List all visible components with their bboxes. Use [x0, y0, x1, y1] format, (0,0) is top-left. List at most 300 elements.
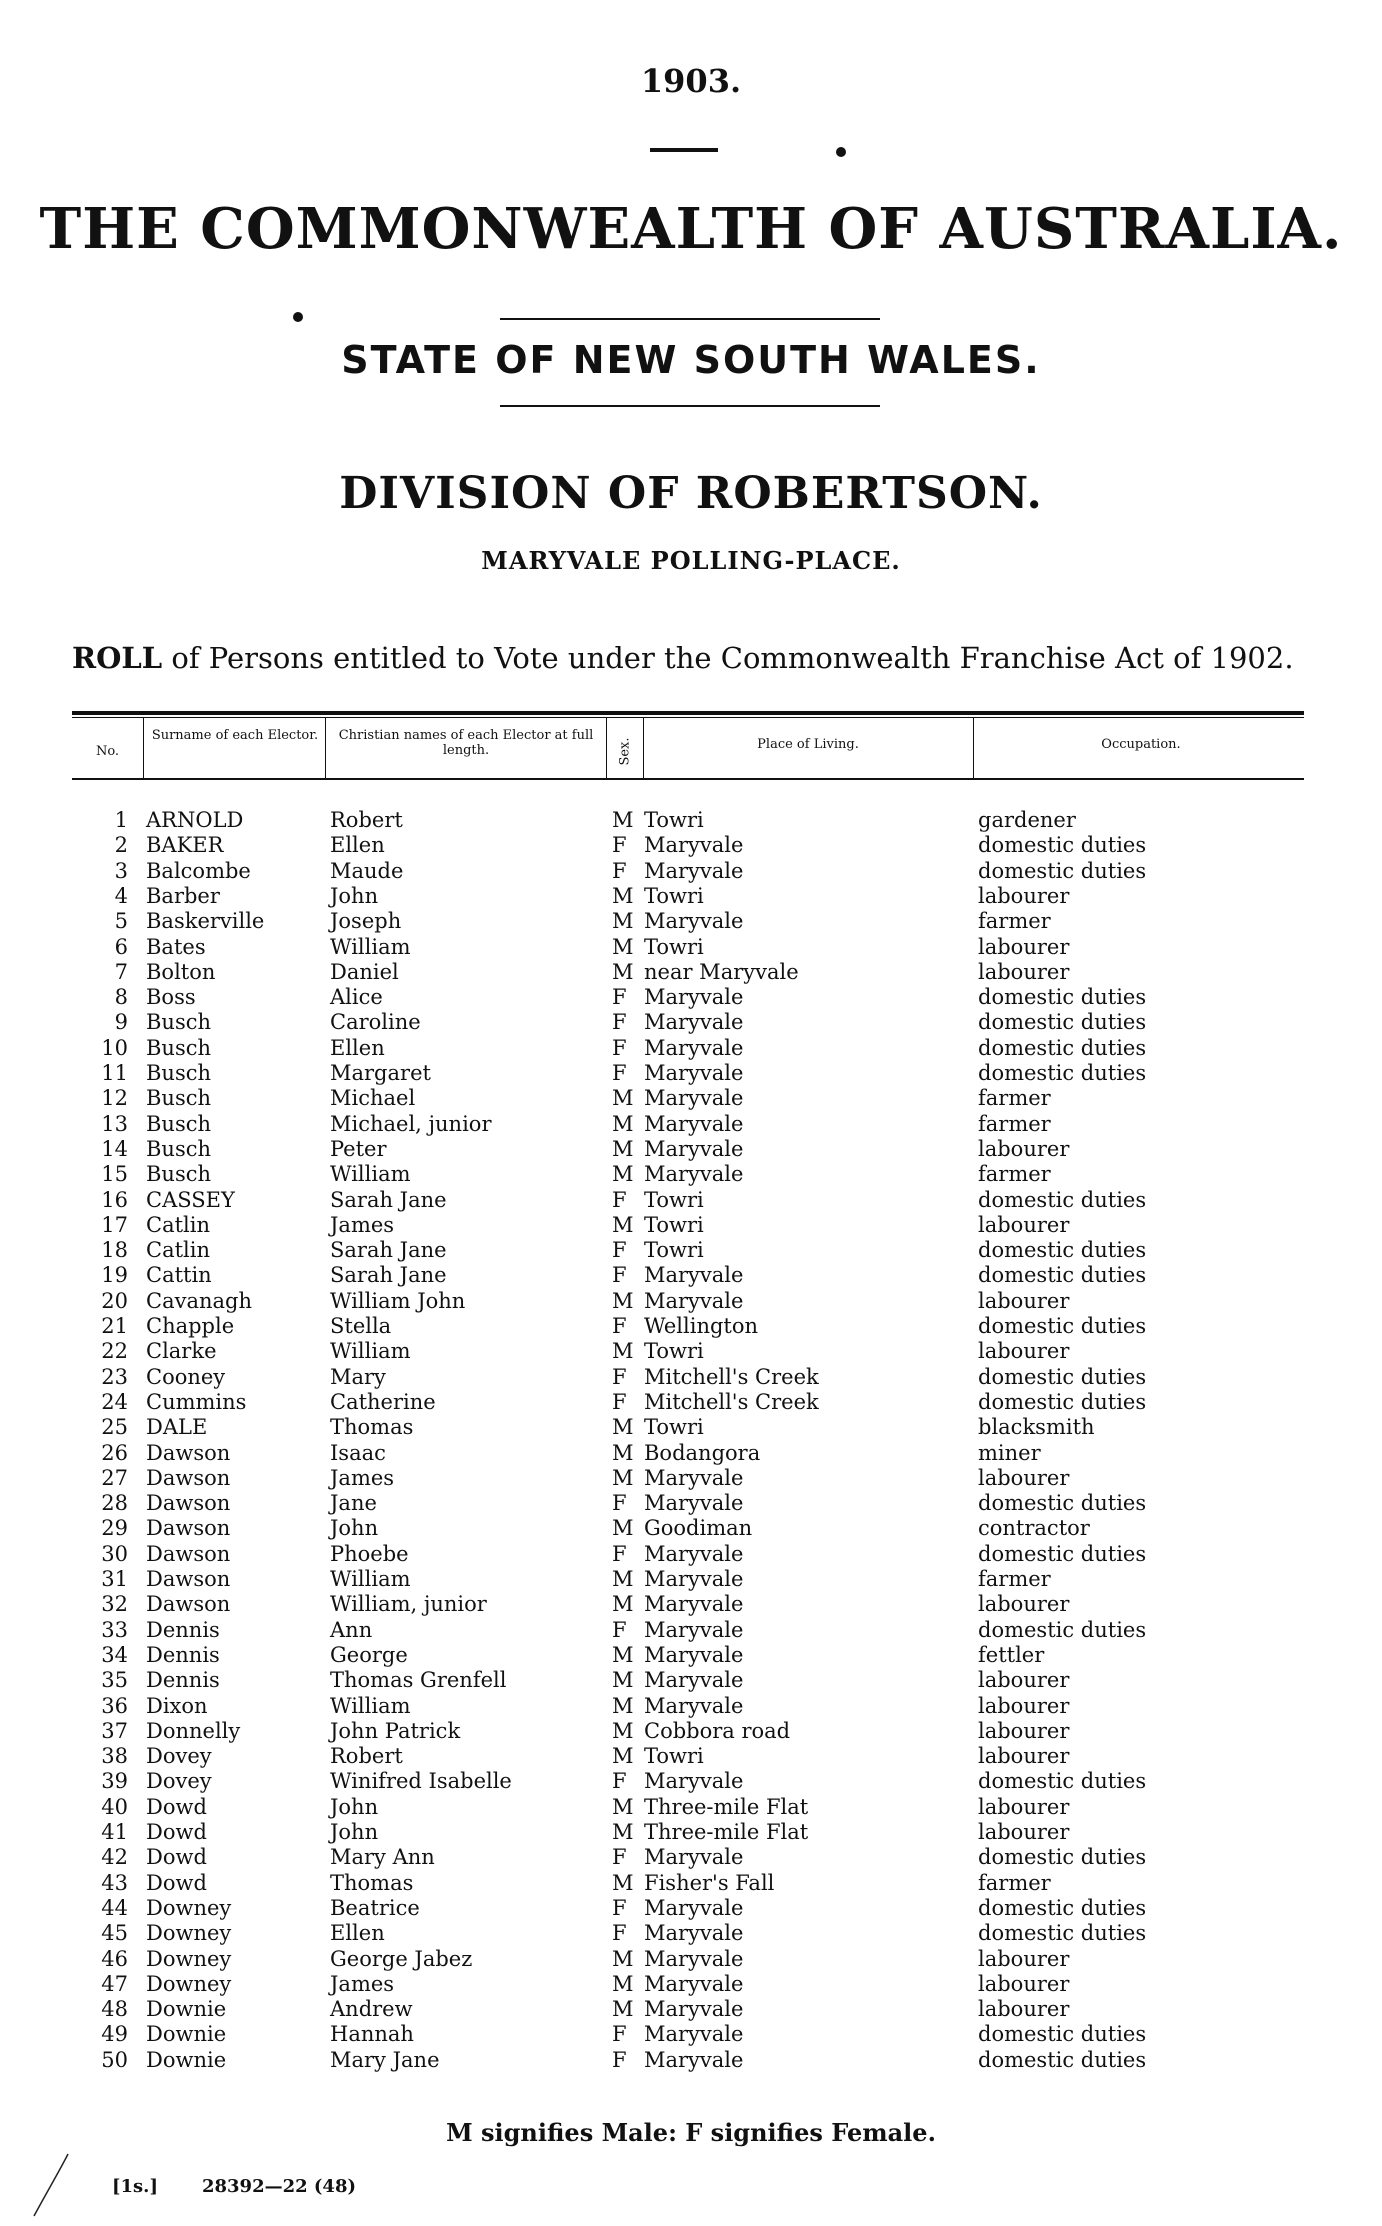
place-of-living-cell: Mitchell's Creek: [644, 1389, 819, 1414]
christian-names-cell: Thomas: [330, 1415, 414, 1440]
table-row: [0, 1036, 1382, 1061]
occupation-cell: domestic duties: [978, 2047, 1147, 2072]
surname-cell: Dennis: [146, 1617, 220, 1642]
row-number: 45: [101, 1921, 128, 1946]
christian-names-cell: Mary: [330, 1364, 386, 1389]
table-row: [0, 1921, 1382, 1946]
table-row: [0, 1795, 1382, 1820]
surname-cell: Donnelly: [146, 1718, 241, 1743]
occupation-cell: labourer: [978, 1465, 1070, 1490]
column-divider: [143, 717, 144, 780]
occupation-cell: domestic duties: [978, 1314, 1147, 1338]
row-number: 43: [101, 1870, 128, 1895]
occupation-cell: miner: [978, 1440, 1041, 1465]
row-number: 48: [101, 1997, 128, 2022]
surname-cell: Downie: [146, 2022, 227, 2047]
column-divider: [643, 717, 644, 780]
row-number: 20: [101, 1288, 128, 1313]
christian-names-cell: Sarah Jane: [330, 1238, 447, 1263]
surname-cell: Bolton: [146, 959, 216, 984]
surname-cell: Downie: [146, 1997, 227, 2022]
column-header-no: No.: [95, 744, 120, 759]
sex-cell: F: [612, 1541, 627, 1566]
table-row: [0, 859, 1382, 884]
sex-cell: F: [612, 1845, 627, 1870]
row-number: 32: [101, 1592, 128, 1617]
table-row: [0, 2048, 1382, 2073]
surname-cell: Catlin: [146, 1212, 210, 1237]
table-row: [0, 884, 1382, 909]
occupation-cell: domestic duties: [978, 2022, 1147, 2047]
christian-names-cell: Ellen: [330, 1921, 385, 1946]
surname-cell: Barber: [146, 883, 220, 908]
surname-cell: ARNOLD: [146, 808, 244, 832]
occupation-cell: labourer: [978, 1592, 1070, 1617]
row-number: 19: [101, 1263, 128, 1288]
place-of-living-cell: Towri: [644, 1212, 704, 1237]
christian-names-cell: Winifred Isabelle: [330, 1769, 512, 1794]
occupation-cell: labourer: [978, 1997, 1070, 2022]
christian-names-cell: Jane: [330, 1491, 377, 1516]
christian-names-cell: Sarah Jane: [330, 1263, 447, 1288]
divider-rule: [500, 318, 880, 320]
table-row: [0, 960, 1382, 985]
occupation-cell: labourer: [978, 1212, 1070, 1237]
sex-cell: F: [612, 1921, 627, 1946]
place-of-living-cell: Towri: [644, 1339, 704, 1364]
sex-cell: M: [612, 959, 634, 984]
sex-cell: F: [612, 985, 627, 1010]
christian-names-cell: Ellen: [330, 1035, 385, 1060]
column-header-christian: Christian names of each Elector at full length.: [338, 728, 594, 758]
table-row: [0, 1188, 1382, 1213]
occupation-cell: labourer: [978, 934, 1070, 959]
row-number: 25: [101, 1415, 128, 1440]
sex-cell: F: [612, 833, 627, 858]
surname-cell: Dowd: [146, 1794, 207, 1819]
row-number: 26: [101, 1440, 128, 1465]
roll-title-prefix: ROLL: [72, 641, 163, 675]
sex-cell: M: [612, 808, 634, 832]
occupation-cell: domestic duties: [978, 1035, 1147, 1060]
occupation-cell: contractor: [978, 1516, 1090, 1541]
place-of-living-cell: Maryvale: [644, 1010, 744, 1035]
sex-cell: M: [612, 1288, 634, 1313]
occupation-cell: farmer: [978, 1870, 1051, 1895]
occupation-cell: labourer: [978, 1820, 1070, 1844]
sex-cell: F: [612, 1314, 627, 1338]
table-row: [0, 1694, 1382, 1719]
place-of-living-cell: Goodiman: [644, 1516, 753, 1541]
occupation-cell: domestic duties: [978, 1895, 1147, 1920]
christian-names-cell: George Jabez: [330, 1946, 473, 1971]
sex-cell: F: [612, 1187, 627, 1212]
place-of-living-cell: Maryvale: [644, 1642, 744, 1667]
surname-cell: Chapple: [146, 1314, 235, 1338]
surname-cell: Dennis: [146, 1642, 220, 1667]
table-row: [0, 1441, 1382, 1466]
row-number: 34: [101, 1642, 128, 1667]
surname-cell: Busch: [146, 1035, 212, 1060]
table-row: [0, 1719, 1382, 1744]
row-number: 2: [114, 833, 128, 858]
row-number: 16: [101, 1187, 128, 1212]
surname-cell: Dowd: [146, 1820, 207, 1844]
sex-cell: M: [612, 1668, 634, 1693]
price-mark: [1s.]: [112, 2176, 158, 2197]
sex-cell: M: [612, 1567, 634, 1591]
table-row: [0, 1820, 1382, 1845]
christian-names-cell: Mary Ann: [330, 1845, 435, 1870]
table-header-bottom-rule: [72, 778, 1304, 780]
christian-names-cell: James: [330, 1971, 395, 1996]
sex-cell: M: [612, 1971, 634, 1996]
christian-names-cell: Caroline: [330, 1010, 421, 1035]
occupation-cell: farmer: [978, 909, 1051, 934]
christian-names-cell: John Patrick: [330, 1718, 461, 1743]
occupation-cell: domestic duties: [978, 1617, 1147, 1642]
column-divider: [325, 717, 326, 780]
row-number: 27: [101, 1465, 128, 1490]
place-of-living-cell: Maryvale: [644, 1592, 744, 1617]
place-of-living-cell: Maryvale: [644, 858, 744, 883]
place-of-living-cell: Maryvale: [644, 2047, 744, 2072]
place-of-living-cell: Maryvale: [644, 1946, 744, 1971]
christian-names-cell: James: [330, 1465, 395, 1490]
surname-cell: Boss: [146, 985, 196, 1010]
row-number: 22: [101, 1339, 128, 1364]
surname-cell: Dennis: [146, 1668, 220, 1693]
surname-cell: Dawson: [146, 1465, 231, 1490]
sex-cell: M: [612, 1212, 634, 1237]
pen-stroke-mark: [20, 2150, 80, 2220]
surname-cell: Dowd: [146, 1870, 207, 1895]
place-of-living-cell: Maryvale: [644, 1035, 744, 1060]
sex-cell: M: [612, 1946, 634, 1971]
place-of-living-cell: Maryvale: [644, 1617, 744, 1642]
sex-cell: F: [612, 1389, 627, 1414]
sex-cell: M: [612, 1415, 634, 1440]
occupation-cell: domestic duties: [978, 1845, 1147, 1870]
place-of-living-cell: Towri: [644, 934, 704, 959]
table-row: [0, 1592, 1382, 1617]
place-of-living-cell: Three-mile Flat: [644, 1794, 809, 1819]
occupation-cell: domestic duties: [978, 1263, 1147, 1288]
occupation-cell: gardener: [978, 808, 1076, 832]
surname-cell: Dovey: [146, 1769, 212, 1794]
occupation-cell: labourer: [978, 1794, 1070, 1819]
surname-cell: DALE: [146, 1415, 208, 1440]
surname-cell: Downey: [146, 1895, 232, 1920]
sex-cell: M: [612, 909, 634, 934]
place-of-living-cell: Maryvale: [644, 1086, 744, 1111]
table-row: [0, 1896, 1382, 1921]
surname-cell: Busch: [146, 1010, 212, 1035]
row-number: 5: [114, 909, 128, 934]
year-heading: 1903.: [640, 62, 742, 100]
place-of-living-cell: Maryvale: [644, 1971, 744, 1996]
table-row: [0, 1390, 1382, 1415]
row-number: 31: [101, 1567, 128, 1591]
row-number: 50: [101, 2047, 128, 2072]
sex-cell: F: [612, 1895, 627, 1920]
christian-names-cell: Michael: [330, 1086, 416, 1111]
christian-names-cell: John: [330, 1820, 379, 1844]
column-header-surname: Surname of each Elector.: [151, 728, 319, 743]
sex-cell: M: [612, 1086, 634, 1111]
row-number: 13: [101, 1111, 128, 1136]
sex-cell: M: [612, 1162, 634, 1187]
table-row: [0, 1238, 1382, 1263]
sex-cell: M: [612, 1794, 634, 1819]
place-of-living-cell: Maryvale: [644, 1263, 744, 1288]
place-of-living-cell: Maryvale: [644, 1668, 744, 1693]
table-row: [0, 909, 1382, 934]
row-number: 47: [101, 1971, 128, 1996]
surname-cell: Bates: [146, 934, 206, 959]
table-row: [0, 1997, 1382, 2022]
place-of-living-cell: Maryvale: [644, 909, 744, 934]
place-of-living-cell: Towri: [644, 1744, 704, 1769]
christian-names-cell: William: [330, 1693, 411, 1718]
sex-cell: M: [612, 1718, 634, 1743]
column-header-sex-label: Sex.: [617, 736, 633, 766]
sex-legend: M signifies Male: F signifies Female.: [446, 2118, 936, 2147]
table-row: [0, 1213, 1382, 1238]
sex-cell: F: [612, 1491, 627, 1516]
surname-cell: Clarke: [146, 1339, 217, 1364]
sex-cell: M: [612, 1820, 634, 1844]
sex-cell: M: [612, 1339, 634, 1364]
surname-cell: Busch: [146, 1061, 212, 1085]
print-reference: 28392—22 (48): [201, 2176, 356, 2197]
place-of-living-cell: Maryvale: [644, 1567, 744, 1591]
surname-cell: Cooney: [146, 1364, 226, 1389]
occupation-cell: labourer: [978, 1946, 1070, 1971]
place-of-living-cell: Towri: [644, 1415, 704, 1440]
table-row: [0, 935, 1382, 960]
printer-imprint: [112, 2176, 400, 2197]
row-number: 33: [101, 1617, 128, 1642]
surname-cell: Dawson: [146, 1592, 231, 1617]
row-number: 24: [101, 1389, 128, 1414]
christian-names-cell: Sarah Jane: [330, 1187, 447, 1212]
christian-names-cell: Ann: [330, 1617, 373, 1642]
surname-cell: Dawson: [146, 1440, 231, 1465]
place-of-living-cell: near Maryvale: [644, 959, 799, 984]
ornament-dash: [650, 148, 718, 152]
sex-cell: M: [612, 1440, 634, 1465]
row-number: 35: [101, 1668, 128, 1693]
row-number: 36: [101, 1693, 128, 1718]
row-number: 23: [101, 1364, 128, 1389]
christian-names-cell: John: [330, 1794, 379, 1819]
occupation-cell: labourer: [978, 1718, 1070, 1743]
surname-cell: Busch: [146, 1136, 212, 1161]
row-number: 7: [114, 959, 128, 984]
table-row: [0, 1972, 1382, 1997]
division-title: DIVISION OF ROBERTSON.: [339, 468, 1043, 519]
place-of-living-cell: Maryvale: [644, 1895, 744, 1920]
christian-names-cell: William, junior: [330, 1592, 487, 1617]
row-number: 4: [114, 883, 128, 908]
christian-names-cell: George: [330, 1642, 408, 1667]
christian-names-cell: Michael, junior: [330, 1111, 492, 1136]
occupation-cell: domestic duties: [978, 1187, 1147, 1212]
surname-cell: Cavanagh: [146, 1288, 252, 1313]
place-of-living-cell: Maryvale: [644, 985, 744, 1010]
christian-names-cell: Maude: [330, 858, 404, 883]
row-number: 10: [101, 1035, 128, 1060]
christian-names-cell: Joseph: [330, 909, 402, 934]
table-row: [0, 1871, 1382, 1896]
surname-cell: Catlin: [146, 1238, 210, 1263]
surname-cell: Downey: [146, 1971, 232, 1996]
place-of-living-cell: Maryvale: [644, 1162, 744, 1187]
place-of-living-cell: Fisher's Fall: [644, 1870, 775, 1895]
place-of-living-cell: Maryvale: [644, 1693, 744, 1718]
occupation-cell: labourer: [978, 883, 1070, 908]
occupation-cell: domestic duties: [978, 1061, 1147, 1085]
sex-cell: F: [612, 2047, 627, 2072]
occupation-cell: labourer: [978, 1136, 1070, 1161]
surname-cell: Dixon: [146, 1693, 208, 1718]
christian-names-cell: Peter: [330, 1136, 387, 1161]
divider-rule: [500, 405, 880, 407]
place-of-living-cell: Maryvale: [644, 1136, 744, 1161]
occupation-cell: domestic duties: [978, 833, 1147, 858]
table-row: [0, 1466, 1382, 1491]
row-number: 46: [101, 1946, 128, 1971]
christian-names-cell: Stella: [330, 1314, 392, 1338]
place-of-living-cell: Maryvale: [644, 1288, 744, 1313]
place-of-living-cell: Towri: [644, 1238, 704, 1263]
roll-title-rest: of Persons entitled to Vote under the Commonwealth Franchise Act of 1902.: [162, 641, 1294, 675]
christian-names-cell: John: [330, 883, 379, 908]
table-row: [0, 1643, 1382, 1668]
occupation-cell: domestic duties: [978, 985, 1147, 1010]
row-number: 9: [114, 1010, 128, 1035]
sex-cell: M: [612, 883, 634, 908]
sex-cell: M: [612, 1744, 634, 1769]
table-row: [0, 1668, 1382, 1693]
christian-names-cell: William John: [330, 1288, 466, 1313]
row-number: 6: [114, 934, 128, 959]
place-of-living-cell: Towri: [644, 883, 704, 908]
row-number: 30: [101, 1541, 128, 1566]
place-of-living-cell: Cobbora road: [644, 1718, 791, 1743]
occupation-cell: labourer: [978, 959, 1070, 984]
sex-cell: M: [612, 1997, 634, 2022]
table-row: [0, 1137, 1382, 1162]
christian-names-cell: Catherine: [330, 1389, 436, 1414]
christian-names-cell: Robert: [330, 808, 403, 832]
sex-cell: F: [612, 1035, 627, 1060]
occupation-cell: labourer: [978, 1971, 1070, 1996]
place-of-living-cell: Maryvale: [644, 1465, 744, 1490]
table-row: [0, 1618, 1382, 1643]
table-row: [0, 1845, 1382, 1870]
sex-cell: F: [612, 1769, 627, 1794]
column-divider: [973, 717, 974, 780]
place-of-living-cell: Maryvale: [644, 1997, 744, 2022]
christian-names-cell: Mary Jane: [330, 2047, 440, 2072]
place-of-living-cell: Maryvale: [644, 833, 744, 858]
row-number: 44: [101, 1895, 128, 1920]
table-row: [0, 1744, 1382, 1769]
row-number: 21: [101, 1314, 128, 1338]
sex-cell: F: [612, 1617, 627, 1642]
place-of-living-cell: Maryvale: [644, 1111, 744, 1136]
row-number: 40: [101, 1794, 128, 1819]
occupation-cell: farmer: [978, 1086, 1051, 1111]
place-of-living-cell: Mitchell's Creek: [644, 1364, 819, 1389]
sex-cell: M: [612, 1693, 634, 1718]
row-number: 1: [114, 808, 128, 832]
table-row: [0, 1289, 1382, 1314]
occupation-cell: labourer: [978, 1693, 1070, 1718]
place-of-living-cell: Maryvale: [644, 1491, 744, 1516]
occupation-cell: farmer: [978, 1162, 1051, 1187]
polling-place-title: MARYVALE POLLING-PLACE.: [481, 546, 901, 575]
row-number: 37: [101, 1718, 128, 1743]
occupation-cell: domestic duties: [978, 1769, 1147, 1794]
state-title: STATE OF NEW SOUTH WALES.: [341, 338, 1041, 382]
occupation-cell: farmer: [978, 1111, 1051, 1136]
table-row: [0, 1947, 1382, 1972]
sex-cell: M: [612, 1465, 634, 1490]
sex-cell: M: [612, 1516, 634, 1541]
sex-cell: M: [612, 1870, 634, 1895]
row-number: 12: [101, 1086, 128, 1111]
occupation-cell: blacksmith: [978, 1415, 1095, 1440]
christian-names-cell: William: [330, 934, 411, 959]
sex-cell: M: [612, 1592, 634, 1617]
ornament-bullet: [293, 312, 303, 322]
place-of-living-cell: Three-mile Flat: [644, 1820, 809, 1844]
christian-names-cell: Ellen: [330, 833, 385, 858]
place-of-living-cell: Wellington: [644, 1314, 759, 1338]
christian-names-cell: Andrew: [330, 1997, 413, 2022]
christian-names-cell: Robert: [330, 1744, 403, 1769]
christian-names-cell: William: [330, 1162, 411, 1187]
table-row: [0, 985, 1382, 1010]
table-row: [0, 1567, 1382, 1592]
sex-cell: F: [612, 1061, 627, 1085]
table-top-rule: [72, 711, 1304, 715]
row-number: 18: [101, 1238, 128, 1263]
christian-names-cell: William: [330, 1339, 411, 1364]
surname-cell: Dovey: [146, 1744, 212, 1769]
table-row: [0, 1415, 1382, 1440]
sex-cell: F: [612, 1263, 627, 1288]
occupation-cell: labourer: [978, 1339, 1070, 1364]
christian-names-cell: Hannah: [330, 2022, 414, 2047]
sex-cell: M: [612, 1111, 634, 1136]
surname-cell: Downie: [146, 2047, 227, 2072]
occupation-cell: domestic duties: [978, 1010, 1147, 1035]
christian-names-cell: Margaret: [330, 1061, 431, 1085]
surname-cell: Busch: [146, 1086, 212, 1111]
column-header-place: Place of Living.: [757, 737, 859, 752]
occupation-cell: farmer: [978, 1567, 1051, 1591]
table-row: [0, 1542, 1382, 1567]
table-row: [0, 1365, 1382, 1390]
table-row: [0, 1314, 1382, 1339]
occupation-cell: labourer: [978, 1744, 1070, 1769]
sex-cell: F: [612, 2022, 627, 2047]
occupation-cell: labourer: [978, 1288, 1070, 1313]
